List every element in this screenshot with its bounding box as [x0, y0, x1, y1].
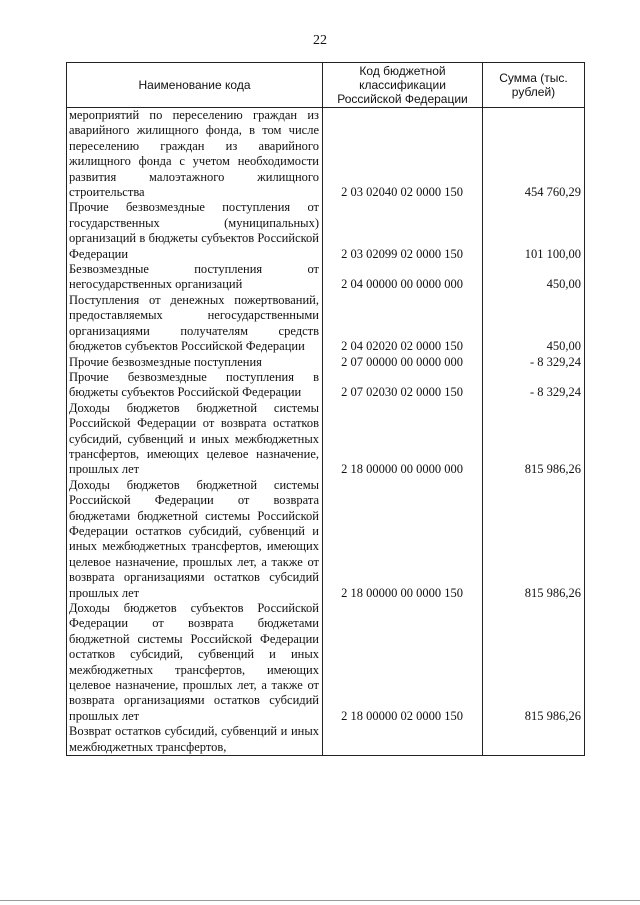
header-sum: Сумма (тыс. рублей) [483, 63, 585, 108]
cell-name: Поступления от денежных пожертвований, предоставляемых негосударственными организациями получателям средств бюджетов субъектов Российской Федерации [67, 293, 323, 355]
header-code: Код бюджетной классификации Российской Федерации [323, 63, 483, 108]
cell-name: Прочие безвозмездные поступления от государственных (муниципальных) организаций в бюджеты субъектов Российской Федерации [67, 200, 323, 262]
cell-sum: 815 986,26 [483, 601, 585, 724]
cell-sum: 450,00 [483, 262, 585, 293]
cell-sum: 101 100,00 [483, 200, 585, 262]
cell-code: 2 04 02020 02 0000 150 [323, 293, 483, 355]
table-row [67, 262, 585, 293]
cell-name: Доходы бюджетов бюджетной системы Российской Федерации от возврата бюджетами бюджетной системы Российской Федерации остатков субсидий, субвенций и иных межбюджетных трансфертов, имеющих целевое назначение, прошлых лет, а также от возврата организациями остатков субсидий прошлых лет [67, 478, 323, 601]
table-row [67, 370, 585, 401]
cell-name: Прочие безвозмездные поступления в бюджеты субъектов Российской Федерации [67, 370, 323, 401]
cell-name: Доходы бюджетов субъектов Российской Федерации от возврата бюджетами бюджетной системы Российской Федерации остатков субсидий, субвенций и иных межбюджетных трансфертов, имеющих целевое назначение, прошлых лет, а также от возврата организациями остатков субсидий прошлых лет [67, 601, 323, 724]
cell-code: 2 03 02099 02 0000 150 [323, 200, 483, 262]
cell-code: 2 07 00000 00 0000 000 [323, 355, 483, 370]
cell-sum: 815 986,26 [483, 401, 585, 478]
cell-code: 2 18 00000 00 0000 150 [323, 478, 483, 601]
cell-name: Возврат остатков субсидий, субвенций и иных межбюджетных трансфертов, [67, 724, 323, 755]
bottom-rule [0, 900, 640, 901]
table-row [67, 724, 585, 755]
table-row [67, 355, 585, 370]
cell-name: Безвозмездные поступления от негосударственных организаций [67, 262, 323, 293]
cell-code: 2 18 00000 00 0000 000 [323, 401, 483, 478]
cell-code [323, 724, 483, 755]
table-body [67, 108, 585, 756]
cell-name: Доходы бюджетов бюджетной системы Российской Федерации от возврата остатков субсидий, субвенций и иных межбюджетных трансфертов, имеющих целевое назначение, прошлых лет [67, 401, 323, 478]
cell-code: 2 03 02040 02 0000 150 [323, 108, 483, 201]
table-row [67, 601, 585, 724]
cell-name: мероприятий по переселению граждан из аварийного жилищного фонда, в том числе переселению граждан из аварийного жилищного фонда с учетом необходимости развития малоэтажного жилищного строительства [67, 108, 323, 201]
cell-sum: 450,00 [483, 293, 585, 355]
cell-sum: 454 760,29 [483, 108, 585, 201]
cell-code: 2 04 00000 00 0000 000 [323, 262, 483, 293]
header-name: Наименование кода [67, 63, 323, 108]
cell-sum: - 8 329,24 [483, 355, 585, 370]
table-row [67, 293, 585, 355]
cell-sum: - 8 329,24 [483, 370, 585, 401]
page-number: 22 [313, 33, 327, 48]
cell-code: 2 07 02030 02 0000 150 [323, 370, 483, 401]
cell-sum [483, 724, 585, 755]
cell-code: 2 18 00000 02 0000 150 [323, 601, 483, 724]
table-header-row [67, 63, 585, 108]
table-row [67, 108, 585, 201]
table-row [67, 200, 585, 262]
cell-name: Прочие безвозмездные поступления [67, 355, 323, 370]
table-row [67, 478, 585, 601]
cell-sum: 815 986,26 [483, 478, 585, 601]
table-row [67, 401, 585, 478]
budget-classification-table [66, 62, 585, 756]
